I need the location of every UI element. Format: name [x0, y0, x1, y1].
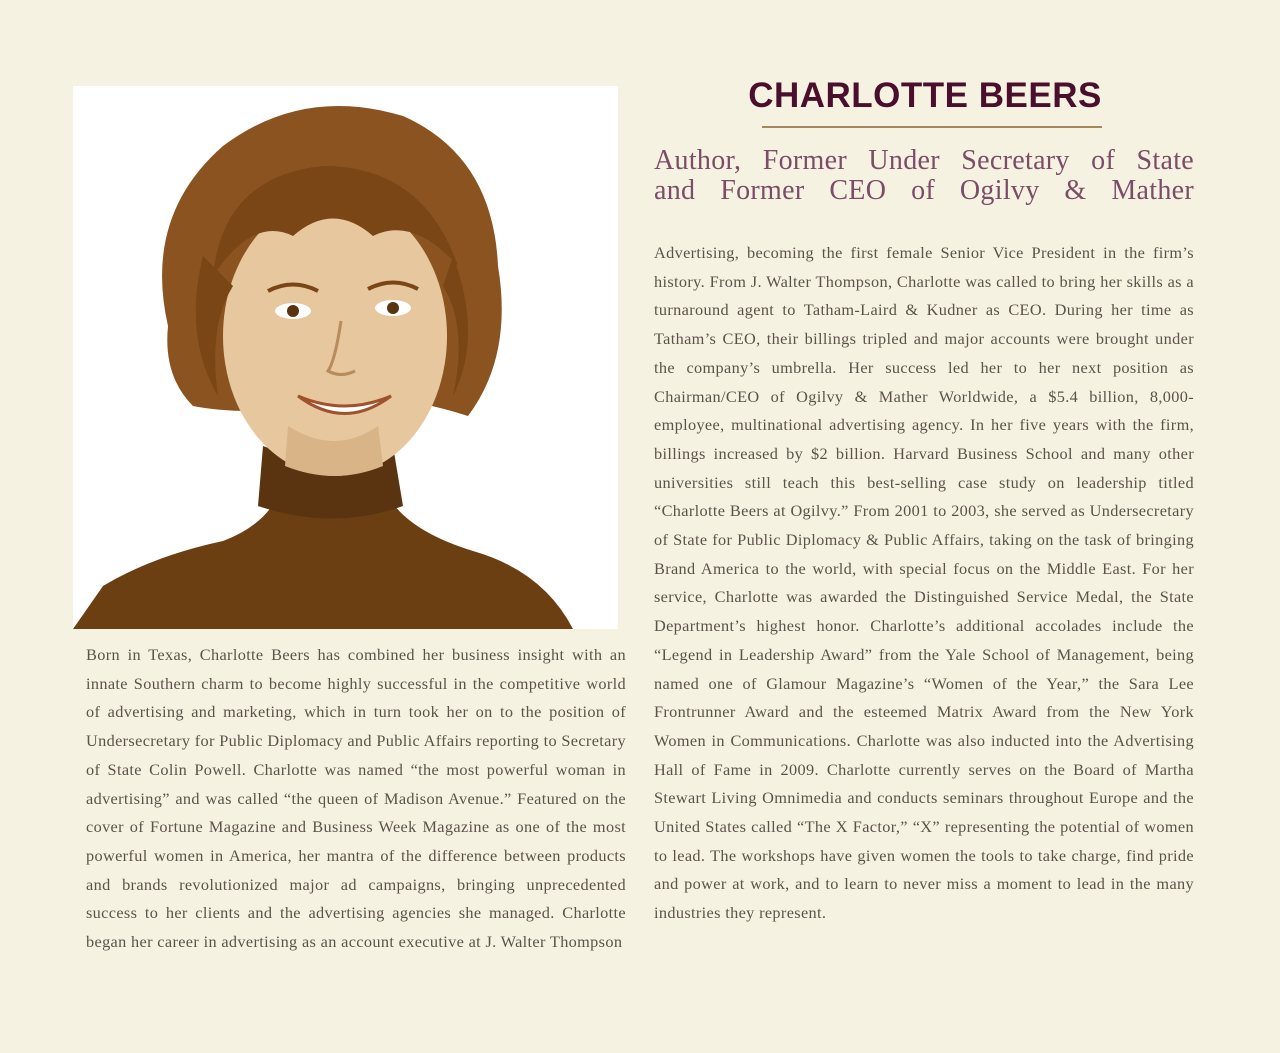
title-divider [762, 126, 1102, 128]
subtitle-line-2: and Former CEO of Ogilvy & Mather [654, 175, 1194, 206]
speaker-name: CHARLOTTE BEERS [748, 76, 1102, 115]
bio-paragraph-left: Born in Texas, Charlotte Beers has combined her business insight with an innate Southern charm to become highly successful in the competitive world of advertising and marketing, which in turn took her on to the position of Undersecretary for Public Diplomacy and Public Affairs reporting to Secretary of State Colin Powell. Charlotte was named “the most powerful woman in advertising” and was called “the queen of Madison Avenue.” Featured on the cover of Fortune Magazine and Business Week Magazine as one of the most powerful women in America, her mantra of the difference between products and brands revolutionized major ad campaigns, bringing unprecedented success to her clients and the advertising agencies she managed. Charlotte began her career in advertising as an account executive at J. Walter Thompson [86, 645, 626, 952]
bio-left-column [86, 641, 626, 957]
bio-right-column [654, 239, 1194, 928]
portrait-illustration [73, 86, 618, 629]
portrait-photo [73, 86, 618, 629]
bio-paragraph-right: Advertising, becoming the first female Senior Vice President in the firm’s history. From J. Walter Thompson, Charlotte was called to bring her skills as a turnaround agent to Tatham-Laird & Kudner as CEO. During her time as Tatham’s CEO, their billings tripled and major accounts were brought under the company’s umbrella. Her success led her to her next position as Chairman/CEO of Ogilvy & Mather Worldwide, a $5.4 billion, 8,000-employee, multinational advertising agency. In her five years with the firm, billings increased by $2 billion. Harvard Business School and many other universities still teach this best-selling case study on leadership titled “Charlotte Beers at Ogilvy.” From 2001 to 2003, she served as Undersecretary of State for Public Diplomacy & Public Affairs, taking on the task of bringing Brand America to the world, with special focus on the Middle East. For her service, Charlotte was awarded the Distinguished Service Medal, the State Department’s highest honor. Charlotte’s additional accolades include the “Legend in Leadership Award” from the Yale School of Management, being named one of Glamour Magazine’s “Women of the Year,” the Sara Lee Frontrunner Award and the esteemed Matrix Award from the New York Women in Communications. Charlotte was also inducted into the Advertising Hall of Fame in 2009. Charlotte currently serves on the Board of Martha Stewart Living Omnimedia and conducts seminars throughout Europe and the United States called “The X Factor,” “X” representing the potential of women to lead. The workshops have given women the tools to take charge, find pride and power at work, and to learn to never miss a moment to lead in the many industries they represent. [654, 243, 1194, 923]
subtitle-line-1: Author, Former Under Secretary of State [654, 145, 1194, 176]
speaker-subtitle [654, 146, 1194, 206]
